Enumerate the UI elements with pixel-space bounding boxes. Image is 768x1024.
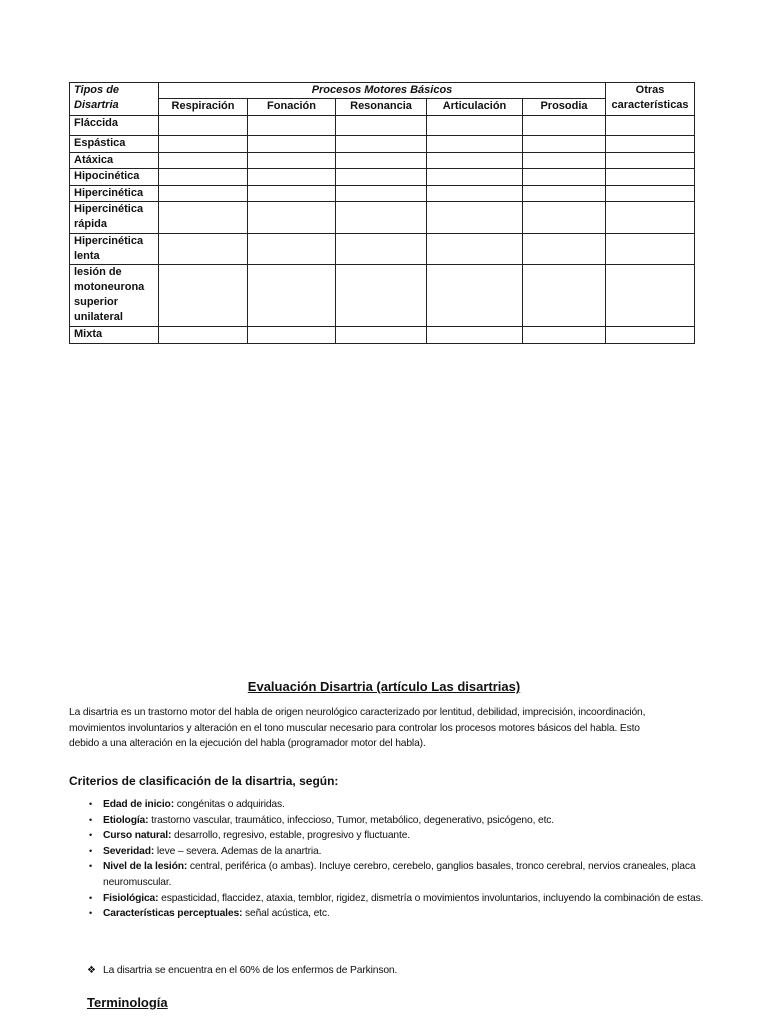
other-header-line1: Otras [635,84,665,96]
empty-cell [248,202,336,234]
intro-line: La disartria es un trastorno motor del habla de origen neurológico caracterizado por lentitud, debilidad, imprecisión, incoordinación, [69,707,646,718]
empty-cell [248,186,336,202]
corner-header-line2: Disartria [74,99,119,111]
bullet-icon: • [89,845,93,856]
empty-cell [427,169,523,186]
row-header [70,265,159,327]
empty-cell [523,202,606,234]
criteria-item [69,859,709,890]
empty-cell [159,116,248,136]
empty-cell [159,169,248,186]
criteria-text: desarrollo, regresivo, estable, progresivo y fluctuante. [171,830,410,842]
empty-cell [248,116,336,136]
row-header [70,202,159,234]
row-header-line: lenta [74,250,100,262]
row-header [70,169,159,186]
empty-cell [606,265,695,327]
row-header-line: Espástica [74,137,126,149]
bullet-icon: • [89,892,93,903]
row-header-line: Atáxica [74,154,114,166]
other-header-line2: características [611,99,689,111]
table-row [70,169,695,186]
criteria-label: Fisiológica: [103,892,159,904]
empty-cell [159,234,248,265]
empty-cell [606,136,695,153]
row-header-line: lesión de [74,266,122,278]
empty-cell [606,327,695,344]
empty-cell [336,234,427,265]
table-body [70,116,695,344]
empty-cell [523,169,606,186]
empty-cell [427,234,523,265]
row-header-line: unilateral [74,311,123,323]
empty-cell [159,136,248,153]
criteria-list [69,797,709,922]
row-header-line: Fláccida [74,117,119,129]
criteria-item [69,813,709,829]
table-group-header: Procesos Motores Básicos [159,83,606,99]
intro-line: debido a una alteración en la ejecución del habla (programador motor del habla). [69,738,426,749]
empty-cell [336,169,427,186]
empty-cell [606,116,695,136]
empty-cell [248,153,336,169]
table-row [70,202,695,234]
empty-cell [427,116,523,136]
row-header-line: rápida [74,218,108,230]
column-header: Respiración [159,99,248,116]
bullet-icon: • [89,861,93,872]
row-header [70,136,159,153]
empty-cell [159,265,248,327]
row-header-line: Hipocinética [74,170,140,182]
criteria-item [69,906,709,922]
empty-cell [523,136,606,153]
empty-cell [523,234,606,265]
criteria-text: congénitas o adquiridas. [173,799,285,810]
column-header: Articulación [427,99,523,116]
empty-cell [336,327,427,344]
criteria-text: central, periférica (o ambas). Incluye cerebro, cerebelo, ganglios basales, tronco cerebral, nervios craneales, placa neuromuscular. [103,861,696,888]
empty-cell [248,327,336,344]
intro-paragraph [69,705,701,752]
diamond-bullet-icon: ❖ [87,965,96,976]
column-header: Fonación [248,99,336,116]
note-line [87,963,687,978]
table-row [70,265,695,327]
empty-cell [336,153,427,169]
empty-cell [159,327,248,344]
note-text: La disartria se encuentra en el 60% de los enfermos de Parkinson. [103,965,398,976]
empty-cell [606,234,695,265]
row-header-line: motoneurona [74,281,145,293]
criteria-text: trastorno vascular, traumático, infeccioso, Tumor, metabólico, degenerativo, psicógeno, etc. [148,814,554,826]
row-header-line: Hipercinética [74,203,144,215]
bullet-icon: • [89,799,93,809]
empty-cell [336,136,427,153]
empty-cell [336,116,427,136]
row-header-line: Hipercinética [74,187,144,199]
criteria-item [69,891,709,907]
row-header [70,116,159,136]
criteria-label: Características perceptuales: [103,908,243,920]
empty-cell [159,202,248,234]
criteria-label: Curso natural: [103,830,172,842]
empty-cell [159,186,248,202]
table-row [70,186,695,202]
table-other-header [606,83,695,116]
empty-cell [427,265,523,327]
column-header: Prosodia [523,99,606,116]
empty-cell [523,186,606,202]
terminology-heading: Terminología [87,995,168,1010]
criteria-text: espasticidad, flaccidez, ataxia, temblor, rigidez, dismetría o movimientos involuntarios, incluyendo la combinación de estas. [158,892,704,904]
column-header: Resonancia [336,99,427,116]
empty-cell [336,186,427,202]
empty-cell [523,116,606,136]
bullet-icon: • [89,830,93,841]
criteria-item [69,828,709,844]
empty-cell [248,265,336,327]
empty-cell [606,186,695,202]
criteria-label: Etiología: [103,814,149,826]
empty-cell [606,169,695,186]
criteria-heading: Criterios de clasificación de la disartria, según: [69,774,339,788]
empty-cell [427,186,523,202]
table-row [70,234,695,265]
criteria-text: leve – severa. Ademas de la anartria. [154,845,322,857]
empty-cell [523,153,606,169]
table-row [70,327,695,344]
section-title: Evaluación Disartria (artículo Las disartrias) [247,679,521,694]
corner-header-line1: Tipos de [74,84,120,96]
criteria-item [69,797,709,813]
table-row [70,153,695,169]
table-corner-header [70,83,159,116]
row-header [70,234,159,265]
empty-cell [427,327,523,344]
criteria-item [69,844,709,860]
dysarthria-table [69,82,695,344]
row-header-line: Hipercinética [74,235,144,247]
row-header [70,186,159,202]
empty-cell [248,234,336,265]
empty-cell [427,202,523,234]
bullet-icon: • [89,908,93,919]
row-header [70,153,159,169]
empty-cell [523,265,606,327]
empty-cell [159,153,248,169]
criteria-text: señal acústica, etc. [242,908,330,920]
empty-cell [248,169,336,186]
empty-cell [336,265,427,327]
intro-line: movimientos involuntarios y alteración en el tono muscular necesario para controlar los procesos motores básicos del habla. Esto [69,722,640,734]
empty-cell [523,327,606,344]
empty-cell [606,153,695,169]
bullet-icon: • [89,814,93,825]
empty-cell [606,202,695,234]
criteria-label: Severidad: [103,845,155,857]
criteria-label: Edad de inicio: [103,799,174,810]
empty-cell [336,202,427,234]
empty-cell [427,136,523,153]
row-header-line: superior [74,296,119,308]
criteria-label: Nivel de la lesión: [103,861,188,873]
table-row [70,136,695,153]
empty-cell [427,153,523,169]
table-row [70,116,695,136]
empty-cell [248,136,336,153]
row-header-line: Mixta [74,328,103,340]
row-header [70,327,159,344]
